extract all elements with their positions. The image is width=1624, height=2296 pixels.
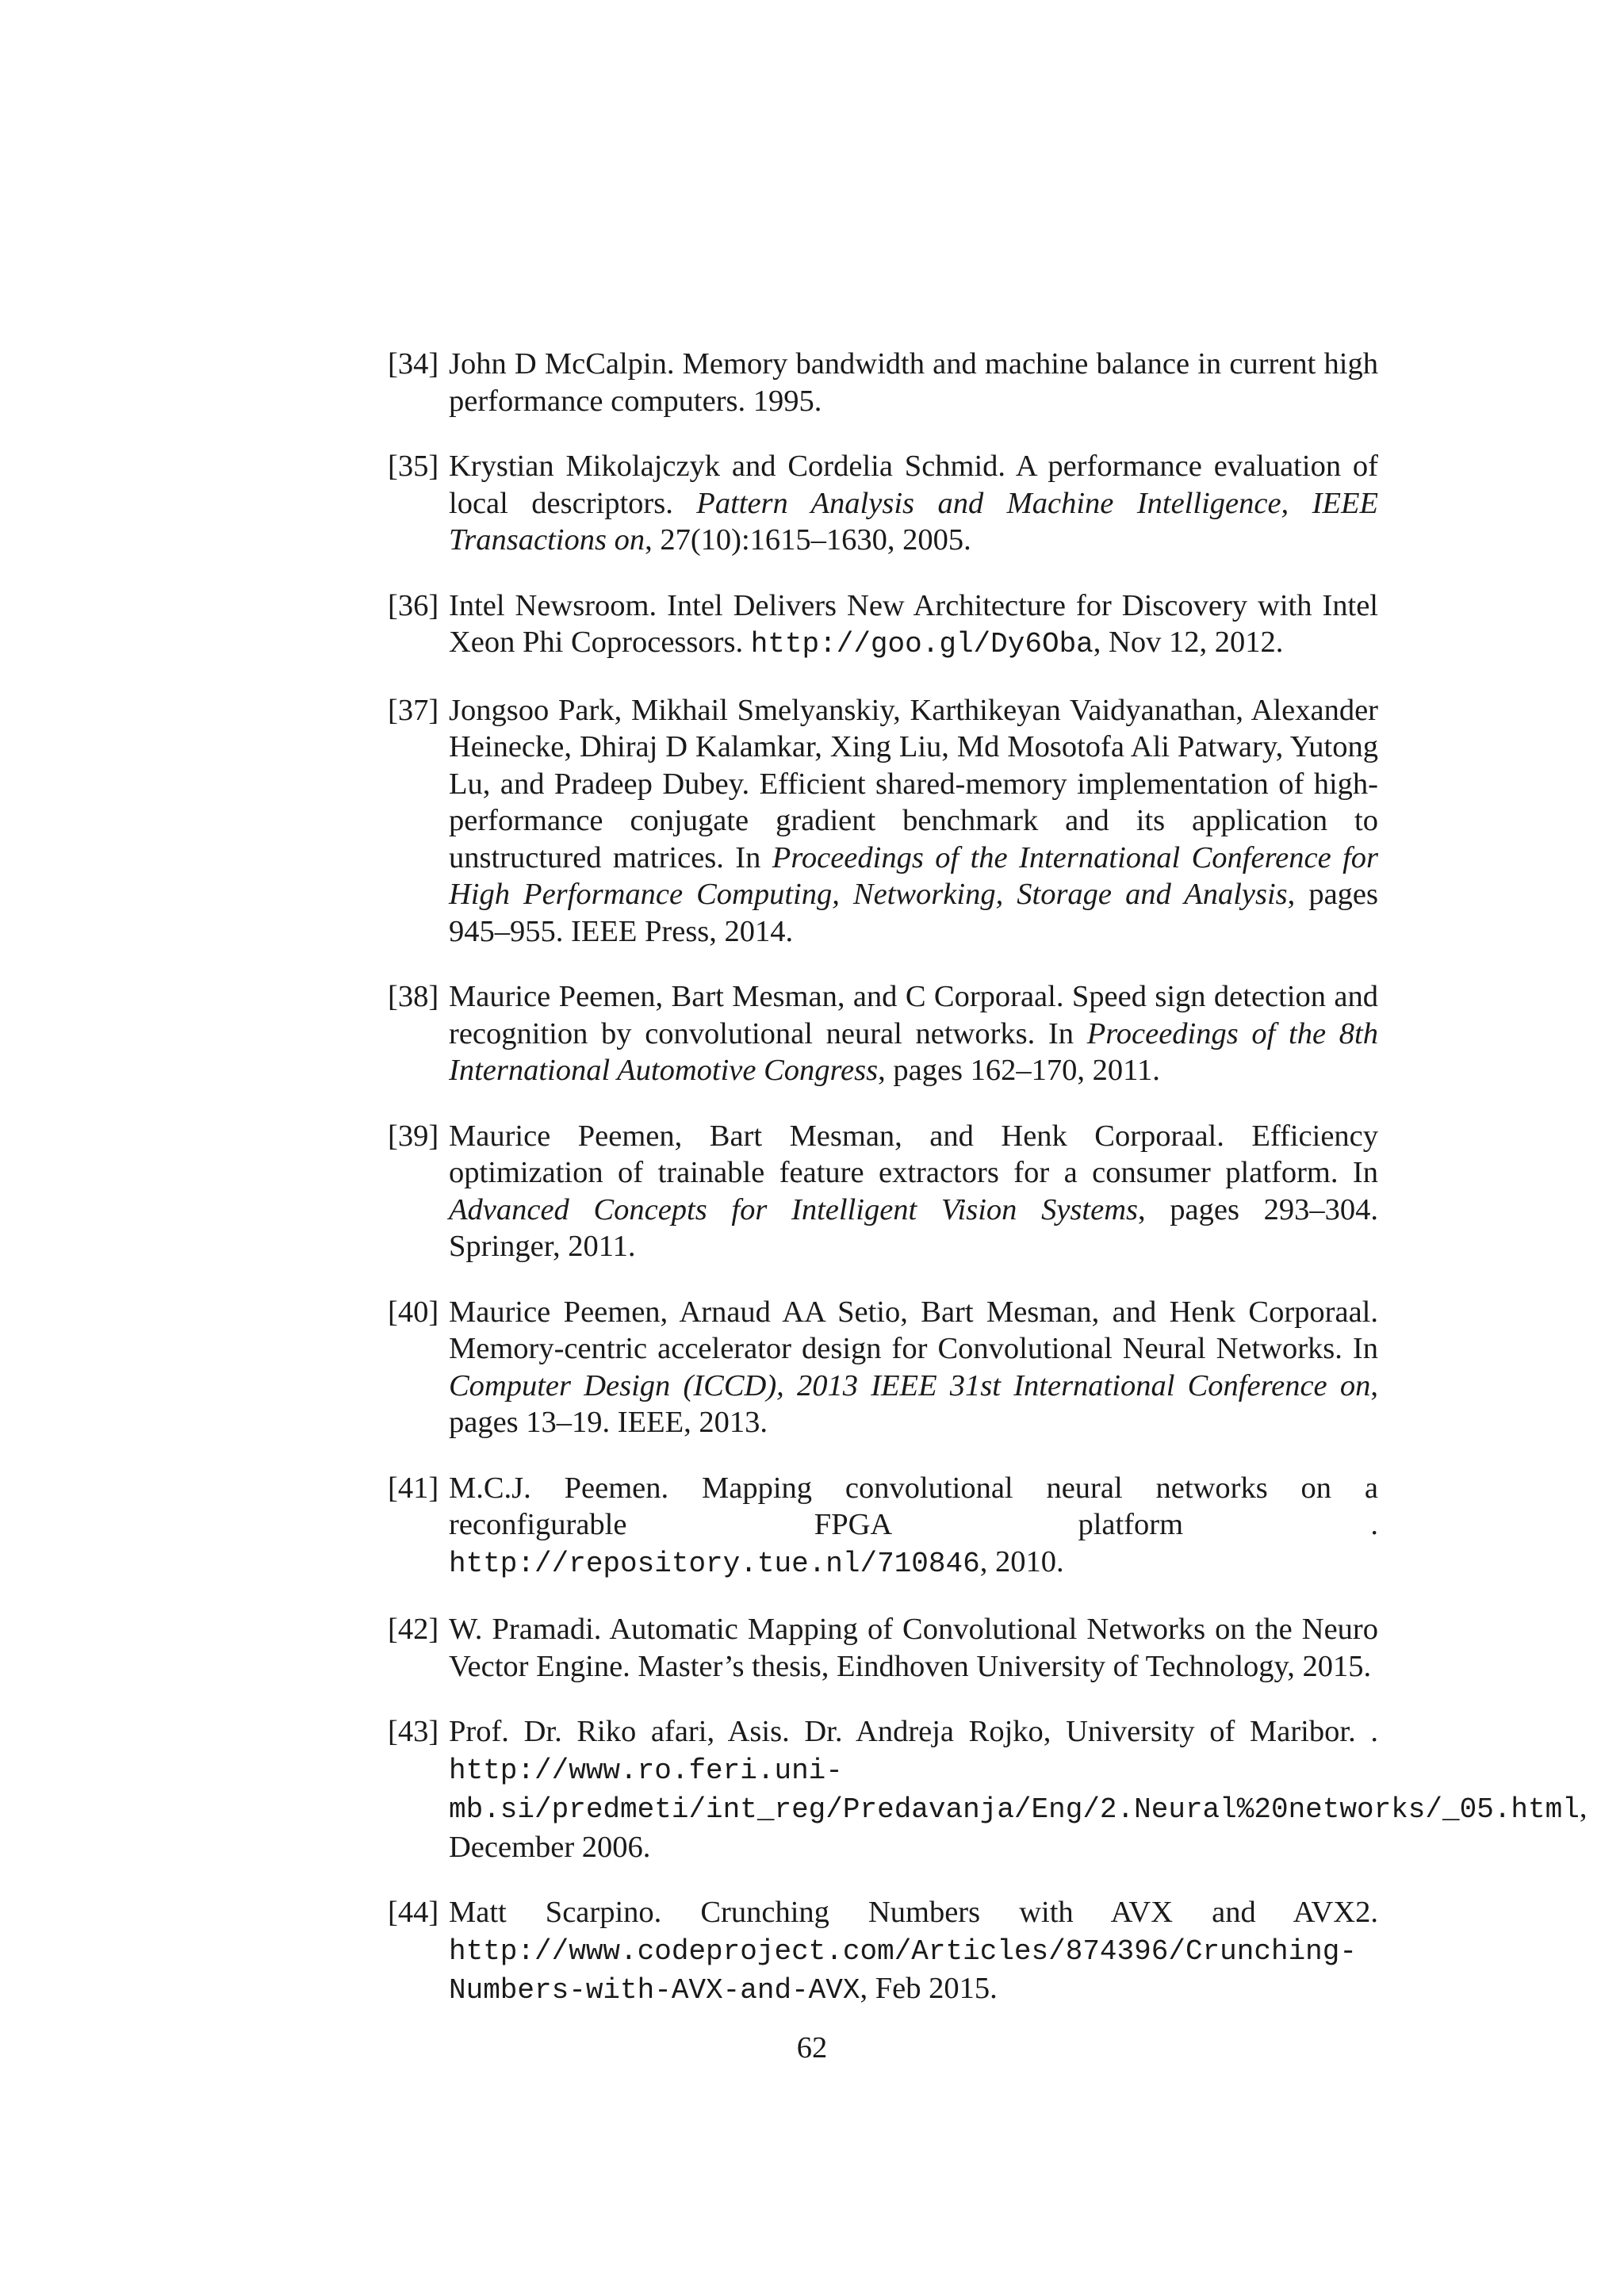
reference-segment: Prof. Dr. Riko afari, Asis. Dr. Andreja Rojko, University of Maribor. . [449,1715,1378,1748]
reference-segment: Maurice Peemen, Bart Mesman, and C Corporaal. Speed sign detection and recognition by convolutional neural networks. In [449,980,1378,1050]
reference-number: [43] [388,1715,439,1748]
reference-entry [388,587,1378,664]
reference-segment: , Nov 12, 2012. [1093,626,1284,659]
reference-text [449,1611,1378,1685]
reference-number: [37] [388,693,439,727]
reference-segment: , pages 13–19. IEEE, 2013. [449,1368,1378,1439]
reference-number: [34] [388,347,439,381]
reference-text [449,1894,1378,2010]
reference-entry [388,346,1378,419]
reference-url[interactable]: http://www.codeproject.com/Articles/874396/Crunching-Numbers-with-AVX-and-AVX [449,1934,1357,2007]
reference-segment: Matt Scarpino. Crunching Numbers with AVX and AVX2. [449,1896,1378,1929]
reference-segment: , pages 293–304. Springer, 2011. [449,1192,1378,1263]
reference-segment: Maurice Peemen, Bart Mesman, and Henk Corporaal. Efficiency optimization of trainable feature extractors for a consumer platform. In [449,1119,1378,1189]
reference-segment: , pages 945–955. IEEE Press, 2014. [449,878,1378,948]
reference-url[interactable]: http://www.ro.feri.uni-mb.si/predmeti/int_reg/Predavanja/Eng/2.Neural%20networks/_05.html [449,1754,1580,1826]
reference-entry [388,692,1378,951]
reference-venue: Pattern Analysis and Machine Intelligence, IEEE Transactions on [449,486,1378,557]
reference-number: [39] [388,1119,439,1153]
reference-number: [36] [388,588,439,622]
reference-segment: Jongsoo Park, Mikhail Smelyanskiy, Karthikeyan Vaidyanathan, Alexander Heinecke, Dhiraj D Kalamkar, Xing Liu, Md Mosotofa Ali Patwary, Yutong Lu, and Pradeep Dubey. Efficient shared-memory implementation of high-performance conjugate gradient benchmark and its application to unstructured matrices. In [449,693,1378,874]
reference-url[interactable]: http://repository.tue.nl/710846 [449,1547,980,1580]
reference-entry [388,1611,1378,1685]
reference-venue: Computer Design (ICCD), 2013 IEEE 31st International Conference on [449,1368,1371,1402]
reference-entry [388,1713,1588,1866]
reference-segment: , Feb 2015. [860,1972,998,2005]
reference-segment: , 2010. [979,1544,1064,1578]
reference-text [449,587,1378,664]
reference-number: [42] [388,1613,439,1646]
reference-text [449,1713,1588,1866]
reference-number: [40] [388,1295,439,1329]
reference-number: [38] [388,980,439,1013]
reference-text [449,1294,1378,1441]
page-number: 62 [796,2031,828,2064]
reference-number: [35] [388,450,439,483]
reference-segment: , December 2006. [449,1791,1588,1864]
reference-segment: Krystian Mikolajczyk and Cordelia Schmid. A performance evaluation of local descriptors. [449,450,1378,520]
reference-url[interactable]: http://goo.gl/Dy6Oba [750,628,1094,660]
bibliography-list [388,346,1588,2038]
reference-number: [41] [388,1471,439,1505]
reference-segment: Intel Newsroom. Intel Delivers New Architecture for Discovery with Intel Xeon Phi Coprocessors. [449,588,1378,659]
reference-venue: Proceedings of the International Conference for High Performance Computing, Networking, Storage and Analysis [449,840,1379,911]
reference-segment: Maurice Peemen, Arnaud AA Setio, Bart Mesman, and Henk Corporaal. Memory-centric accelerator design for Convolutional Neural Networks. In [449,1295,1378,1365]
reference-entry [388,978,1378,1089]
reference-segment: W. Pramadi. Automatic Mapping of Convolutional Networks on the Neuro Vector Engine. Master’s thesis, Eindhoven University of Technology, 2015. [449,1613,1378,1683]
reference-segment: John D McCalpin. Memory bandwidth and machine balance in current high performance computers. 1995. [449,347,1378,418]
reference-text [449,346,1378,419]
reference-entry [388,1118,1378,1265]
reference-venue: Proceedings of the 8th International Automotive Congress [449,1016,1378,1087]
reference-number: [44] [388,1896,439,1929]
reference-text [449,448,1378,559]
reference-segment: , pages 162–170, 2011. [878,1054,1160,1087]
reference-text [449,1118,1378,1265]
reference-entry [388,1294,1378,1441]
reference-segment: , 27(10):1615–1630, 2005. [645,523,971,557]
reference-entry [388,1470,1378,1583]
reference-venue: Advanced Concepts for Intelligent Vision Systems [449,1192,1138,1226]
reference-text [449,692,1378,951]
reference-entry [388,1894,1378,2010]
reference-text [449,978,1378,1089]
reference-segment: M.C.J. Peemen. Mapping convolutional neural networks on a reconfigurable FPGA platform . [449,1471,1378,1541]
reference-entry [388,448,1378,559]
reference-text [449,1470,1378,1583]
